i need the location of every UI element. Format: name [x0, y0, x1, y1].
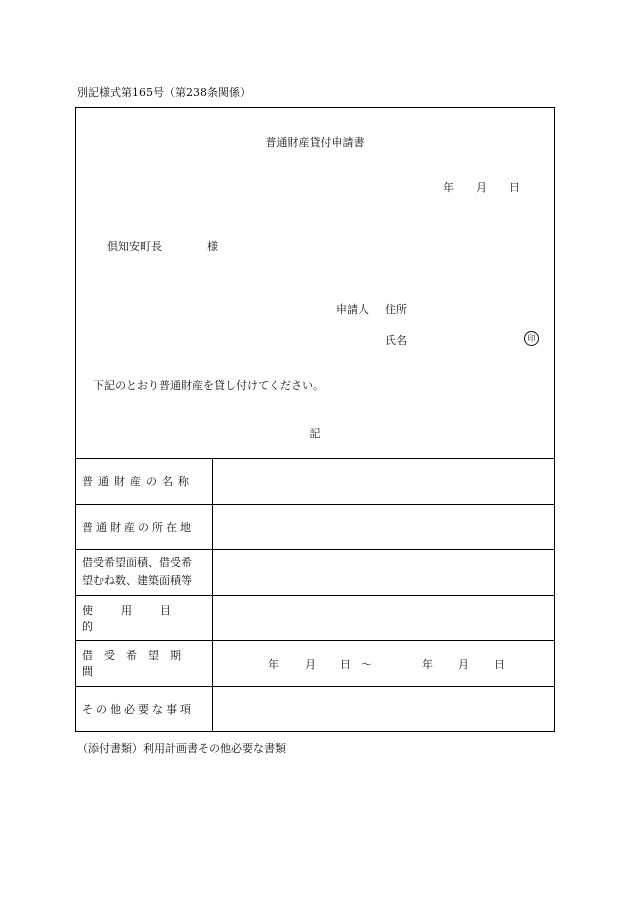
- date-line: [443, 179, 520, 195]
- term-start-day: 日: [340, 658, 351, 672]
- address-label: 住所: [385, 303, 407, 316]
- date-day: 日: [509, 181, 520, 194]
- term-end-year: 年: [422, 658, 433, 672]
- name-label: 氏名: [385, 334, 407, 347]
- term-tilde: ～: [361, 658, 372, 672]
- addressee: [107, 238, 218, 254]
- table-row: [76, 641, 554, 687]
- term-start-month: 月: [305, 658, 316, 672]
- addressee-name: 倶知安町長: [107, 240, 162, 253]
- other-matters-field[interactable]: [213, 686, 555, 731]
- property-name-label: 普通財産の名称: [76, 459, 213, 505]
- honorific: 様: [207, 240, 218, 253]
- attachment-note: （添付書類）利用計画書その他必要な書類: [77, 742, 286, 755]
- area-label-line2: 望むね数、建築面積等: [82, 574, 192, 588]
- usage-purpose-label: 使用目的: [76, 595, 213, 641]
- property-location-field[interactable]: [213, 504, 555, 550]
- form-number-note: 別記様式第165号（第238条関係）: [77, 86, 251, 99]
- area-label: [76, 550, 213, 596]
- loan-term-label: 借受希望期間: [76, 641, 213, 687]
- details-table: [76, 458, 554, 731]
- date-year: 年: [443, 181, 454, 194]
- request-text: 下記のとおり普通財産を貸し付けてください。: [93, 379, 324, 392]
- term-start-year: 年: [268, 658, 279, 672]
- term-end-month: 月: [458, 658, 469, 672]
- table-row: [76, 686, 554, 731]
- property-location-label: 普通財産の所在地: [76, 504, 213, 550]
- form-title: 普通財産貸付申請書: [265, 136, 365, 149]
- property-name-field[interactable]: [213, 459, 555, 505]
- other-matters-label: その他必要な事項: [76, 686, 213, 731]
- date-month: 月: [476, 181, 487, 194]
- table-row: [76, 459, 554, 505]
- table-row: [76, 595, 554, 641]
- application-form: [75, 107, 555, 732]
- table-row: [76, 550, 554, 596]
- table-row: [76, 504, 554, 550]
- area-field[interactable]: [213, 550, 555, 596]
- usage-purpose-field[interactable]: [213, 595, 555, 641]
- seal-mark: 印: [524, 331, 539, 346]
- area-label-line1: 借受希望面積、借受希: [82, 556, 192, 570]
- loan-term-field[interactable]: [213, 641, 555, 687]
- term-end-day: 日: [494, 658, 505, 672]
- applicant-label: 申請人: [336, 303, 369, 316]
- ki-label: 記: [309, 427, 321, 440]
